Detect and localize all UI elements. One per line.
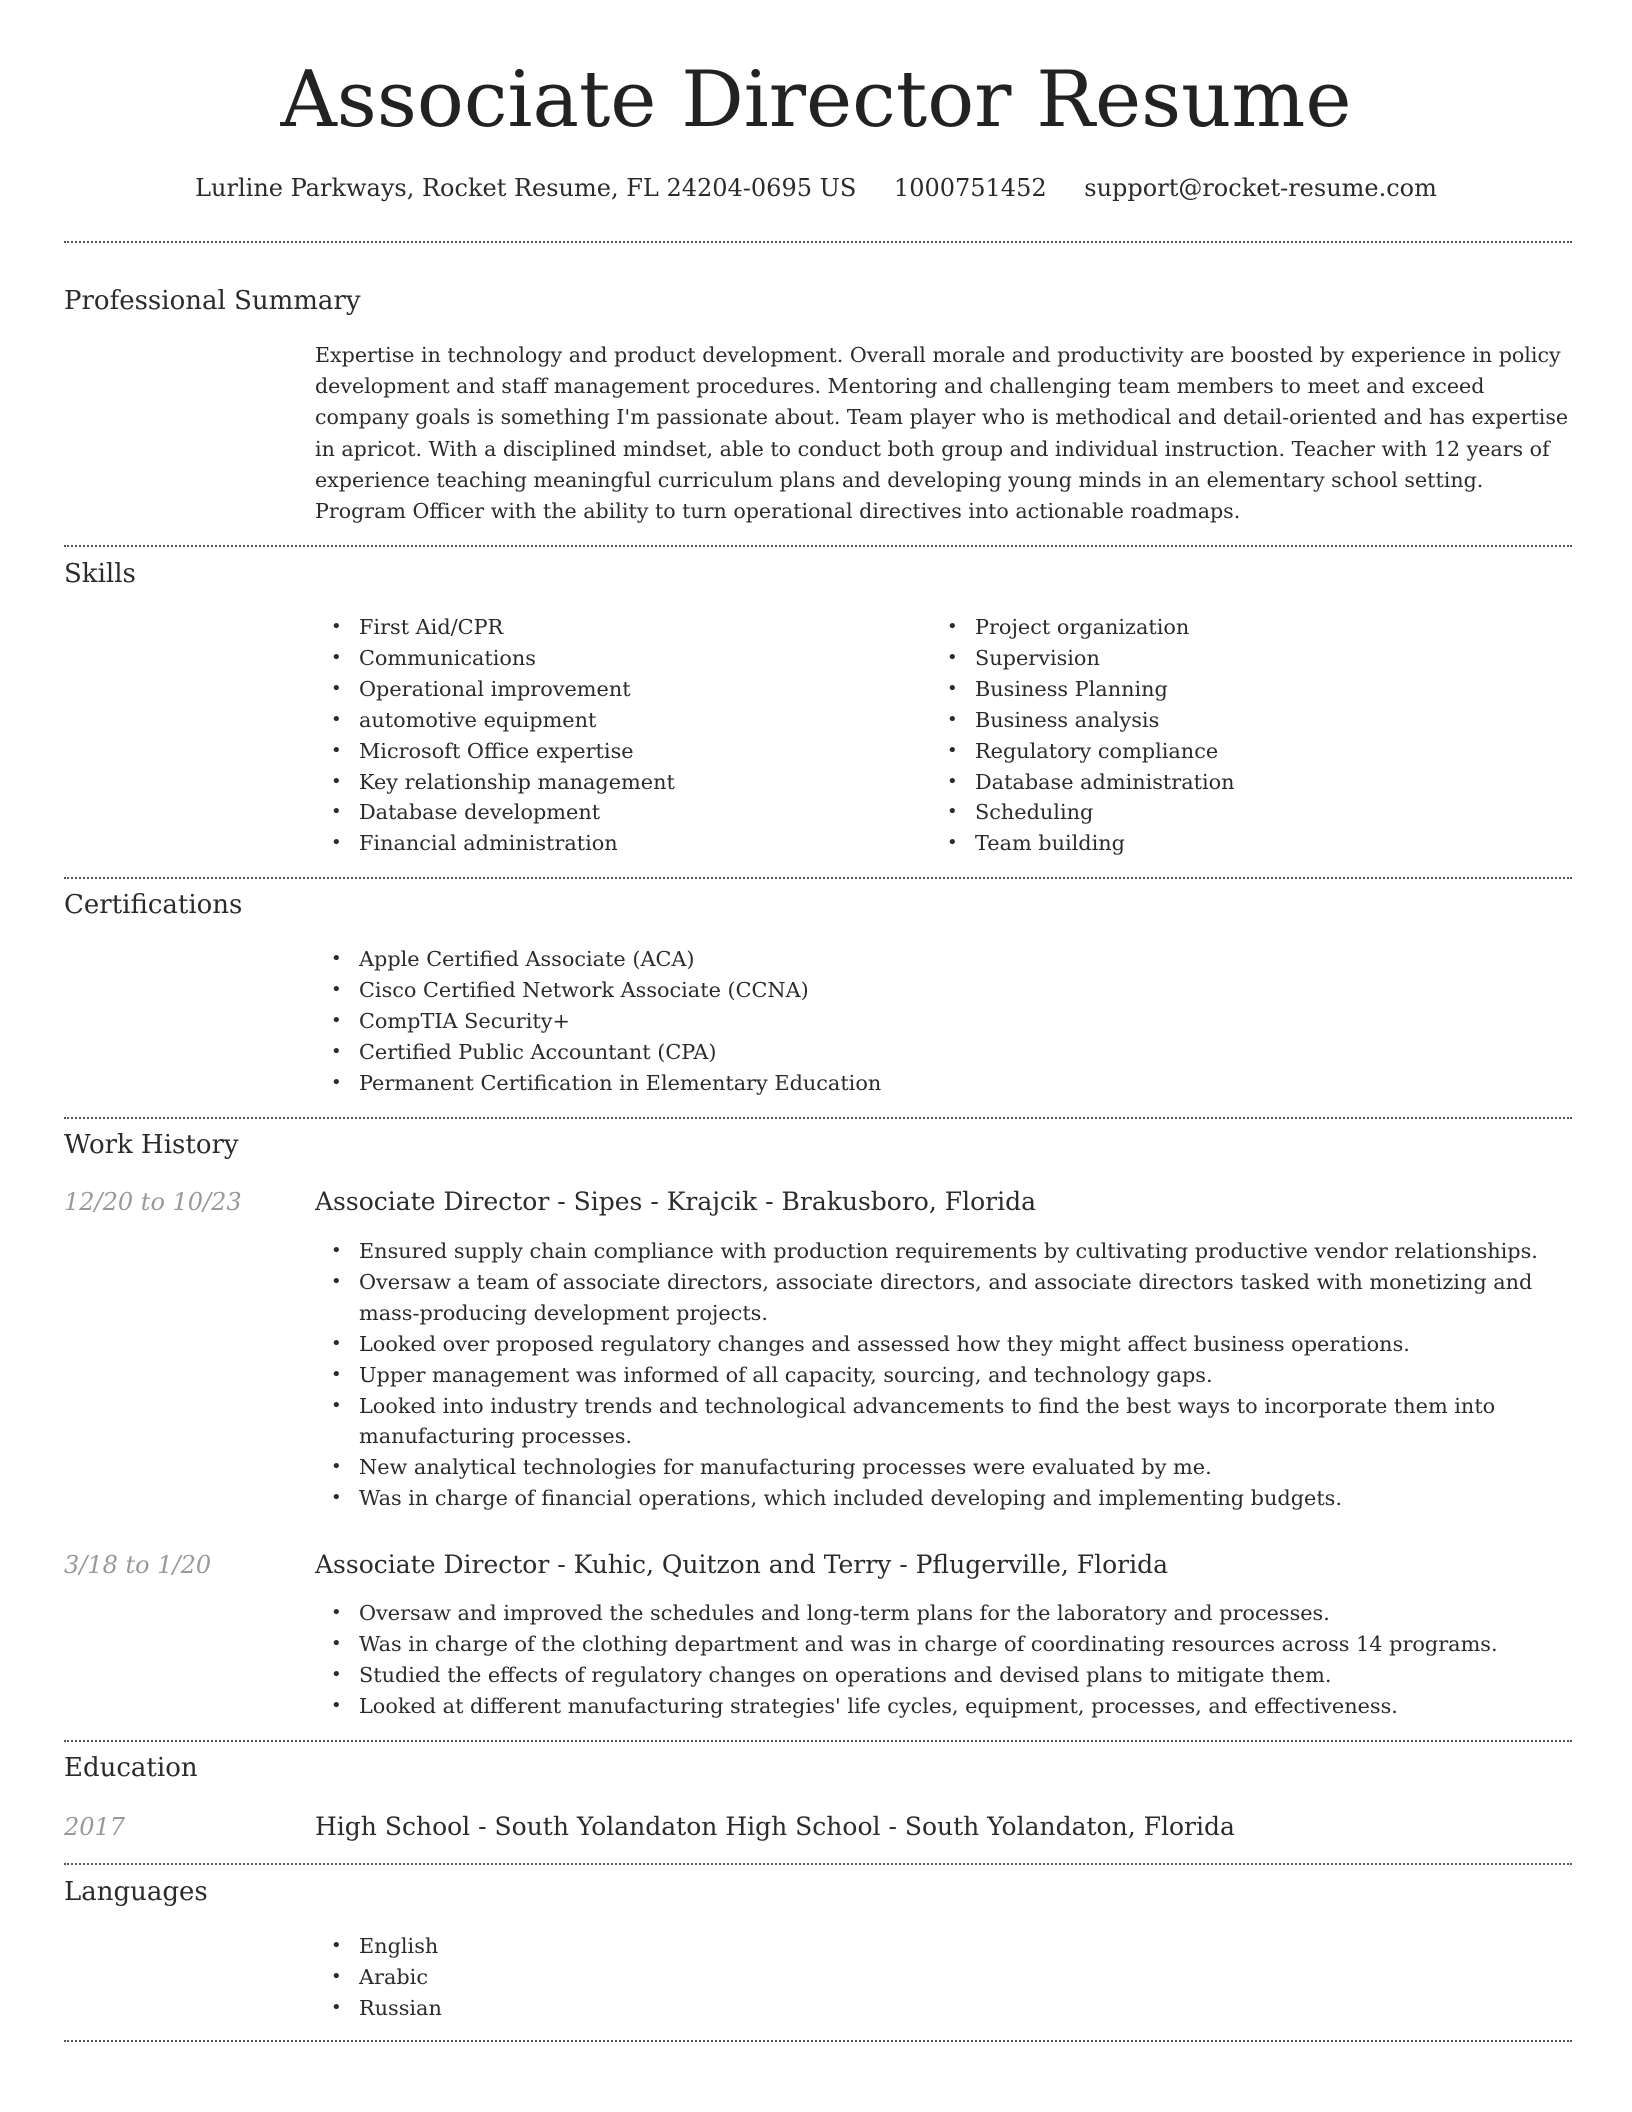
language-item: • Russian [315,1993,1571,2024]
divider [64,241,1572,243]
skill-item: • Team building [931,828,1531,859]
contact-address: Lurline Parkways, Rocket Resume, FL 24204-0695 US [195,174,857,202]
divider [64,545,1572,547]
divider [64,1740,1572,1742]
skills-list-right [931,612,1531,859]
certification-item: • Permanent Certification in Elementary Education [315,1068,1571,1099]
section-title-work-history: Work History [64,1130,239,1160]
language-item: • Arabic [315,1962,1571,1993]
section-title-certifications: Certifications [64,890,243,920]
contact-phone: 1000751452 [893,174,1047,202]
skill-item: • automotive equipment [315,705,875,736]
certification-item: • Certified Public Accountant (CPA) [315,1037,1571,1068]
job-bullet: • Studied the effects of regulatory changes on operations and devised plans to mitigate them. [315,1660,1571,1691]
certification-item: • Cisco Certified Network Associate (CCNA) [315,975,1571,1006]
section-title-education: Education [64,1753,198,1783]
certification-item: • CompTIA Security+ [315,1006,1571,1037]
contact-line [0,172,1632,204]
skill-item: • Scheduling [931,797,1531,828]
section-title-languages: Languages [64,1877,208,1907]
job-dates: 3/18 to 1/20 [64,1551,212,1579]
summary-text: Expertise in technology and product development. Overall morale and productivity are boosted by experience in policy development and staff management procedures. Mentoring and challenging team members to meet and exceed company goals is something I'm passionate about. Team player who is methodical and detail-oriented and has expertise in apricot. With a disciplined mindset, able to conduct both group and individual instruction. Teacher with 12 years of experience teaching meaningful curriculum plans and developing young minds in an elementary school setting. Program Officer with the ability to turn operational directives into actionable roadmaps. [315,343,1569,524]
job-dates: 12/20 to 10/23 [64,1188,242,1216]
skill-item: • Regulatory compliance [931,736,1531,767]
job-bullet: • Looked over proposed regulatory changes and assessed how they might affect business operations. [315,1329,1571,1360]
divider [64,2040,1572,2042]
job-title: Associate Director - Sipes - Krajcik - Brakusboro, Florida [315,1187,1036,1216]
job-bullet: • Was in charge of financial operations, which included developing and implementing budgets. [315,1483,1571,1514]
job-bullet: • Oversaw a team of associate directors, associate directors, and associate directors tasked with monetizing and mass-producing development projects. [315,1267,1571,1329]
education-entry: High School - South Yolandaton High School - South Yolandaton, Florida [315,1812,1235,1841]
job-bullet: • Oversaw and improved the schedules and long-term plans for the laboratory and processes. [315,1598,1571,1629]
certification-item: • Apple Certified Associate (ACA) [315,944,1571,975]
job-bullet: • New analytical technologies for manufacturing processes were evaluated by me. [315,1452,1571,1483]
job-bullets [315,1598,1571,1722]
job-bullet: • Looked into industry trends and technological advancements to find the best ways to incorporate them into manufacturing processes. [315,1391,1571,1453]
skill-item: • Microsoft Office expertise [315,736,875,767]
job-bullet: • Looked at different manufacturing strategies' life cycles, equipment, processes, and effectiveness. [315,1691,1571,1722]
certifications-list [315,944,1571,1099]
education-year: 2017 [64,1813,126,1841]
job-bullets [315,1236,1571,1514]
skill-item: • First Aid/CPR [315,612,875,643]
divider [64,1863,1572,1865]
skill-item: • Communications [315,643,875,674]
skill-item: • Database administration [931,767,1531,798]
skill-item: • Financial administration [315,828,875,859]
skill-item: • Supervision [931,643,1531,674]
job-title: Associate Director - Kuhic, Quitzon and Terry - Pflugerville, Florida [315,1550,1169,1579]
section-title-skills: Skills [64,559,136,589]
languages-list [315,1931,1571,2024]
divider [64,1117,1572,1119]
job-bullet: • Ensured supply chain compliance with production requirements by cultivating productive vendor relationships. [315,1236,1571,1267]
skills-list-left [315,612,875,859]
language-item: • English [315,1931,1571,1962]
job-bullet: • Upper management was informed of all capacity, sourcing, and technology gaps. [315,1360,1571,1391]
skill-item: • Business Planning [931,674,1531,705]
section-title-summary: Professional Summary [64,286,361,316]
skill-item: • Project organization [931,612,1531,643]
resume-name: Associate Director Resume [280,55,1352,145]
divider [64,877,1572,879]
skill-item: • Operational improvement [315,674,875,705]
skill-item: • Key relationship management [315,767,875,798]
skill-item: • Database development [315,797,875,828]
contact-email[interactable]: support@rocket-resume.com [1084,174,1437,202]
skill-item: • Business analysis [931,705,1531,736]
job-bullet: • Was in charge of the clothing department and was in charge of coordinating resources across 14 programs. [315,1629,1571,1660]
